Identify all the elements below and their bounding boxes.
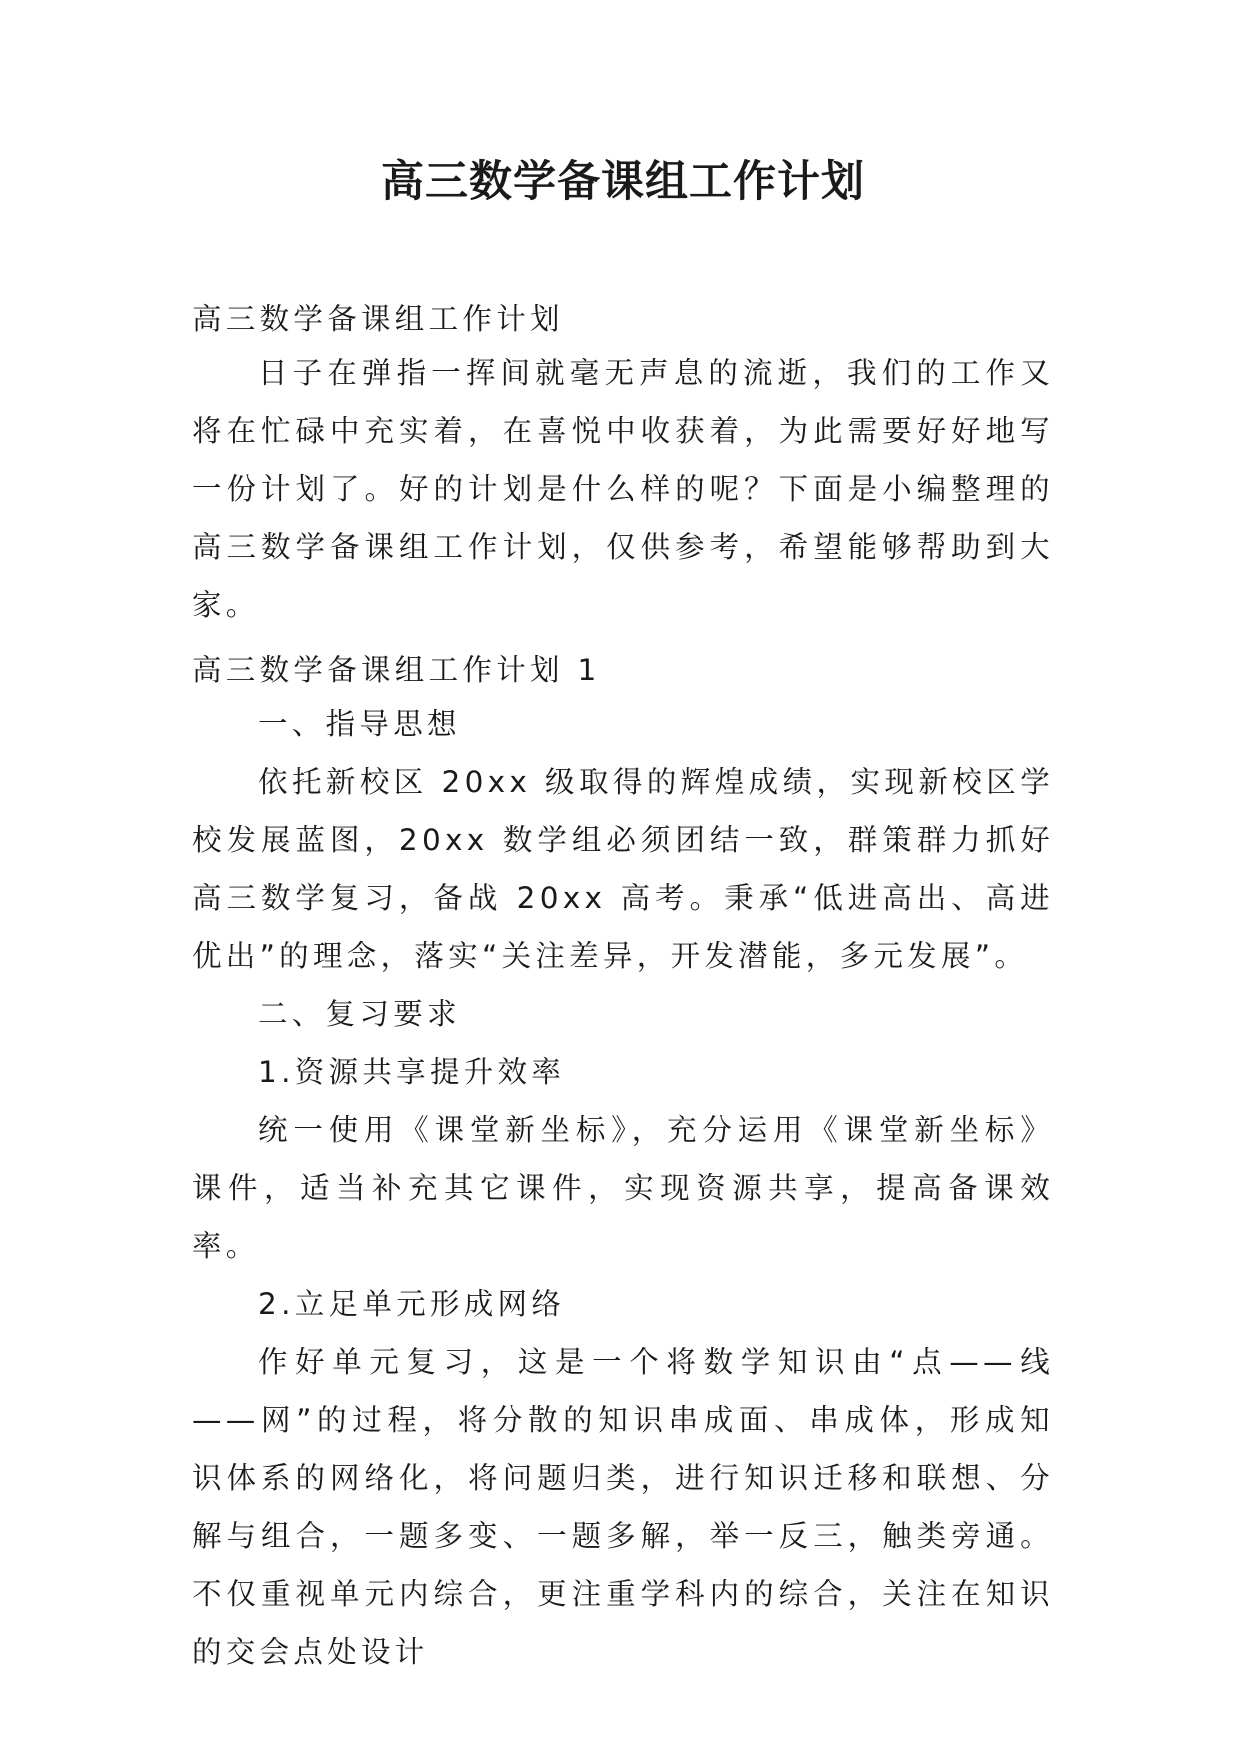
intro-paragraph: 日子在弹指一挥间就毫无声息的流逝，我们的工作又将在忙碌中充实着，在喜悦中收获着，为此需要好好地写一份计划了。好的计划是什么样的呢？下面是小编整理的高三数学备课组工作计划，仅供参考，希望能够帮助到大家。 [192,356,1054,622]
heading-guiding-ideology: 一、指导思想 [258,707,461,741]
paragraph-unit-network: 作好单元复习，这是一个将数学知识由“点——线——网”的过程，将分散的知识串成面、串成体，形成知识体系的网络化，将问题归类，进行知识迁移和联想、分解与组合，一题多变、一题多解，举一反三，触类旁通。不仅重视单元内综合，更注重学科内的综合，关注在知识的交会点处设计 [192,1345,1054,1669]
document-title: 高三数学备课组工作计划 [381,157,865,207]
paragraph-resource-sharing: 统一使用《课堂新坐标》，充分运用《课堂新坐标》课件，适当补充其它课件，实现资源共享，提高备课效率。 [192,1113,1054,1263]
section-body [192,695,1054,1681]
document-subtitle: 高三数学备课组工作计划 [192,302,564,336]
paragraph-guiding-ideology: 依托新校区 20xx 级取得的辉煌成绩，实现新校区学校发展蓝图，20xx 数学组必须团结一致，群策群力抓好高三数学复习，备战 20xx 高考。秉承“低进高出、高进优出”的理念，落实“关注差异，开发潜能，多元发展”。 [192,765,1054,973]
section-heading: 高三数学备课组工作计划 1 [192,653,601,687]
heading-review-requirements: 二、复习要求 [258,997,461,1031]
subheading-resource-sharing: 1.资源共享提升效率 [258,1055,566,1089]
subheading-unit-network: 2.立足单元形成网络 [258,1287,566,1321]
